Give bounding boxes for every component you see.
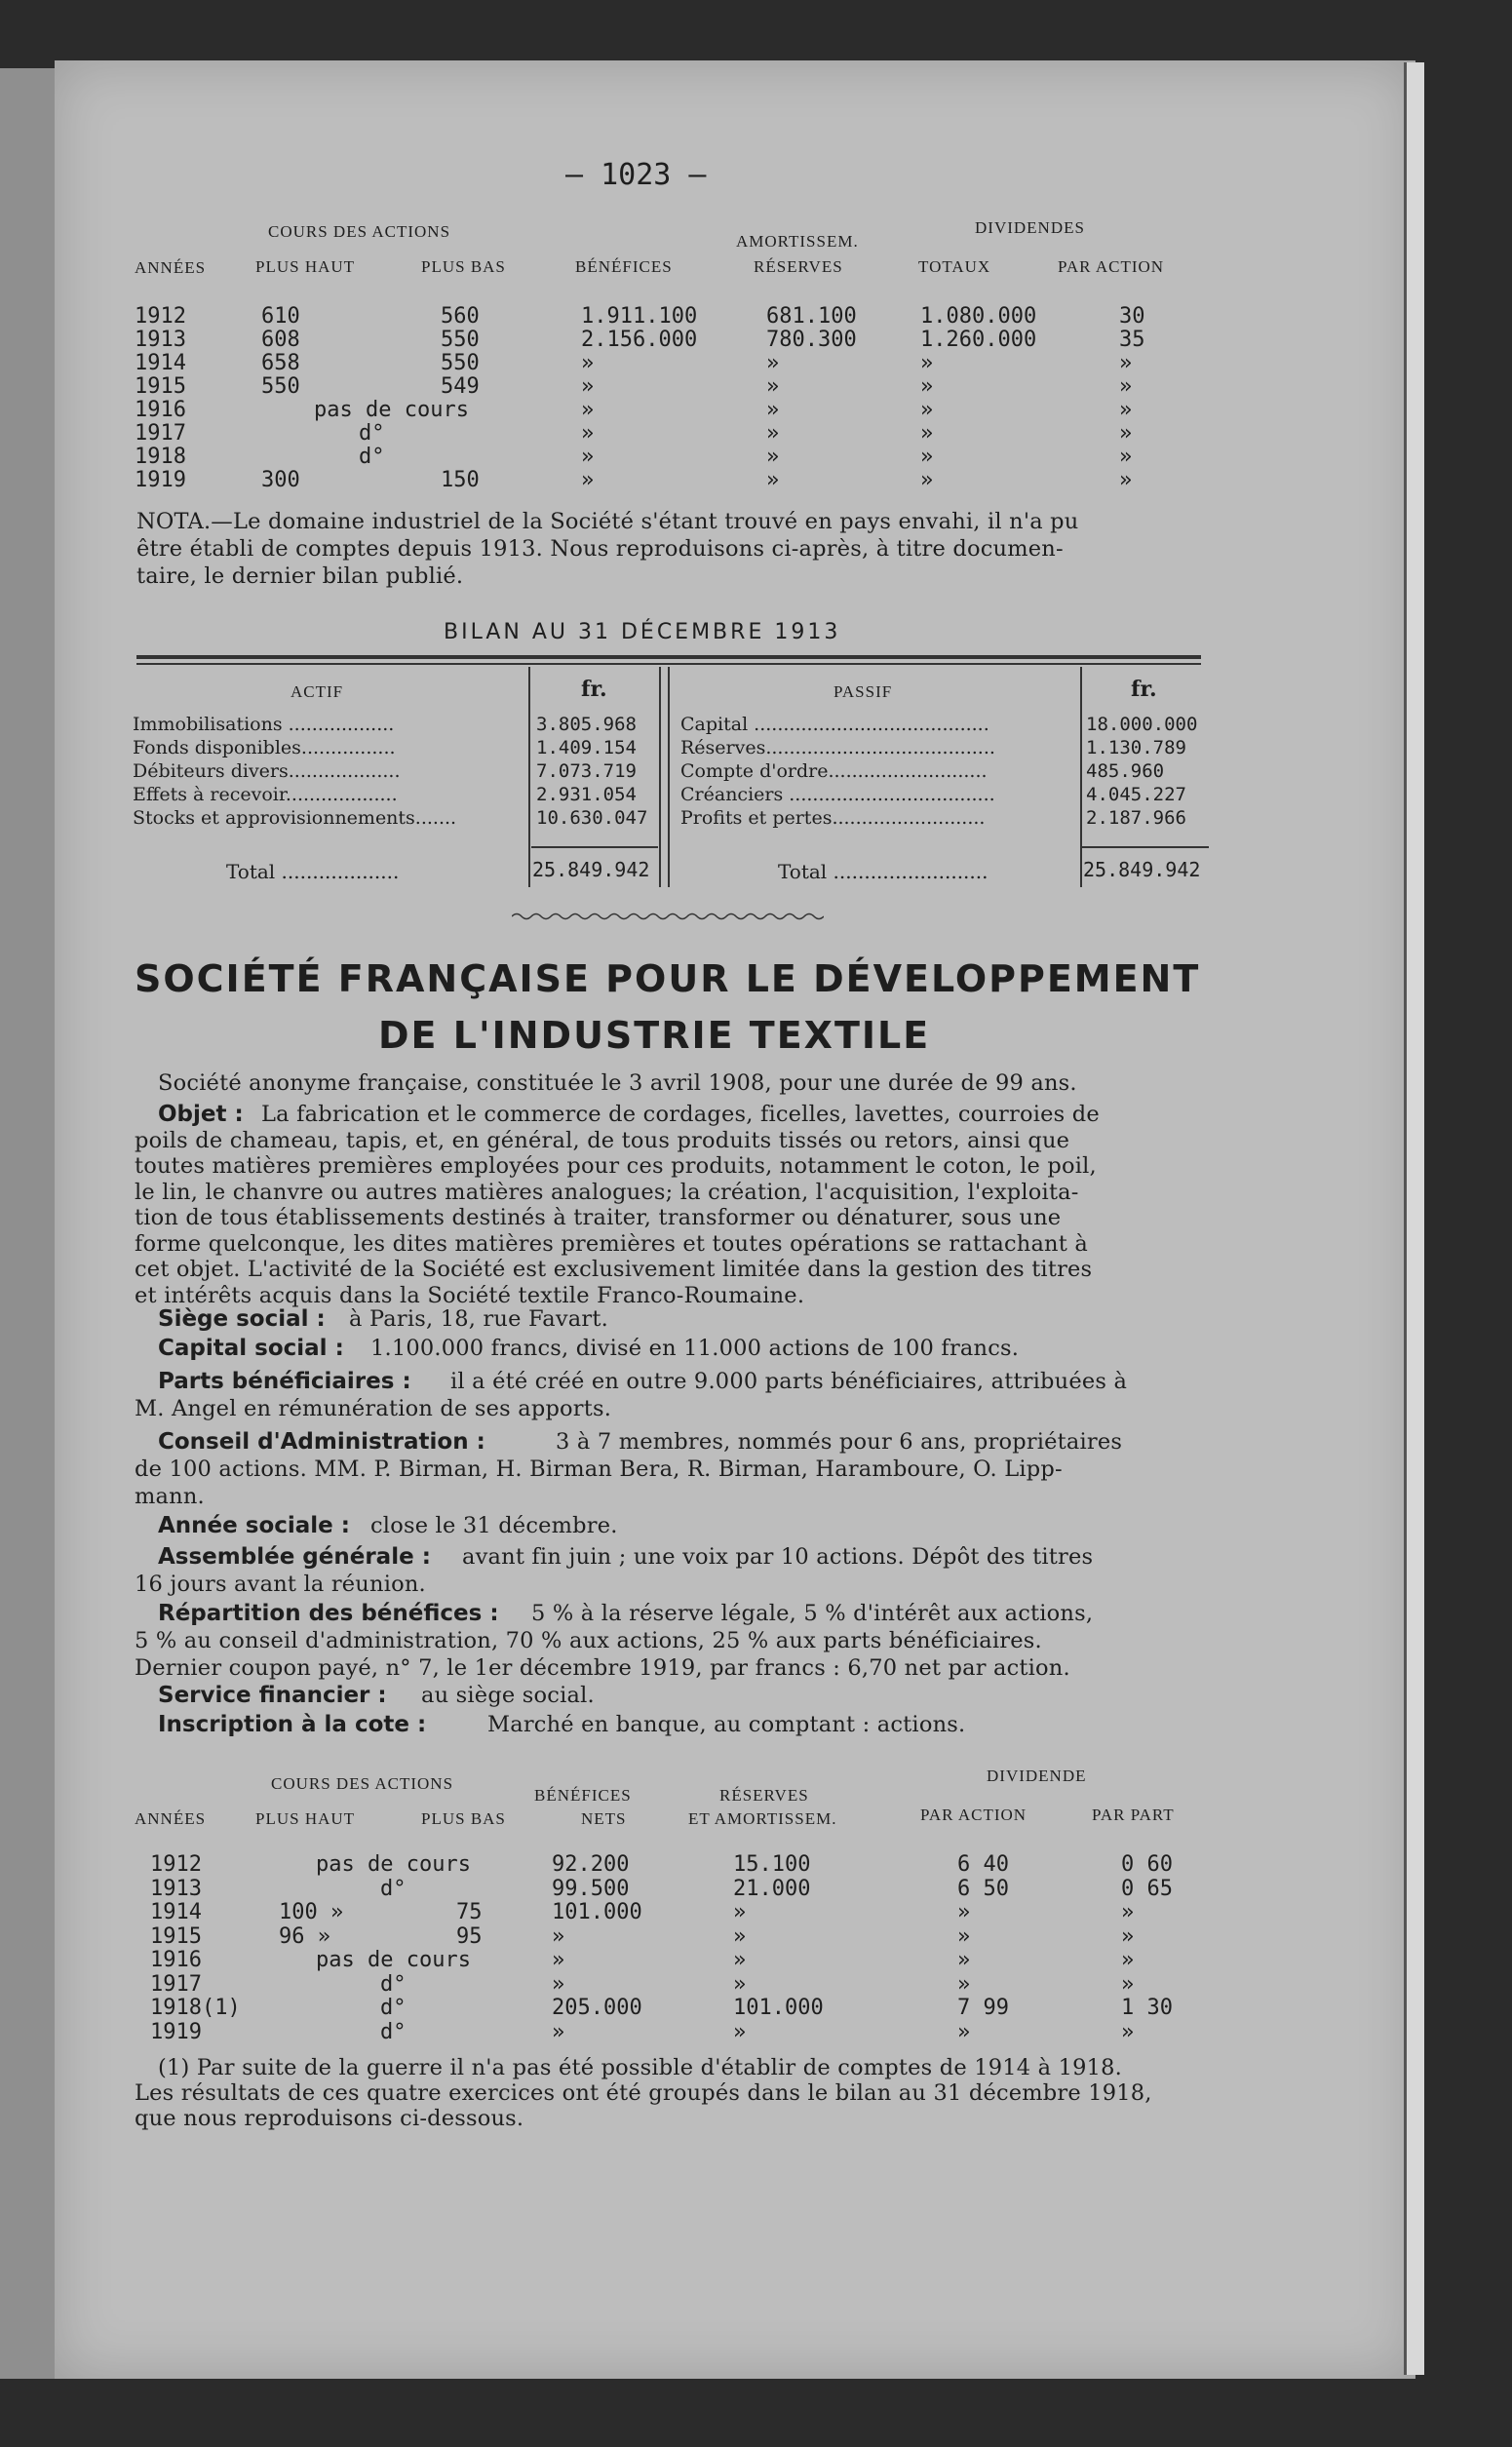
table1-h-par-action: PAR ACTION (1058, 257, 1165, 276)
table2-cell-reserves: » (733, 1948, 747, 1972)
note-line-1: NOTA.—Le domaine industriel de la Société s'étant trouvé en pays envahi, il n'a pu (136, 509, 1079, 534)
table1-cell-low: 150 (441, 468, 480, 492)
inscription-label: Inscription à la cote : (158, 1712, 427, 1737)
conseil-label: Conseil d'Administration : (158, 1429, 485, 1455)
service-value: au siège social. (421, 1683, 595, 1708)
bilan-passif-header: PASSIF (834, 682, 893, 701)
table2-cell-high: d° (380, 2019, 407, 2044)
objet-line: cet objet. L'activité de la Société est exclusivement limitée dans la gestion des titres (135, 1257, 1093, 1282)
table2-cell-year: 1919 (150, 2019, 202, 2044)
table1-cell-reserves: » (766, 445, 780, 469)
table1-group-div: DIVIDENDES (975, 218, 1085, 237)
table2-group-div: DIVIDENDE (987, 1767, 1087, 1785)
table2-cell-par-part: » (1121, 1948, 1135, 1972)
bilan-actif-total: 25.849.942 (532, 858, 650, 881)
table1-cell-totaux: 1.080.000 (920, 304, 1037, 329)
table1-h-benefices: BÉNÉFICES (575, 257, 673, 276)
company-intro: Société anonyme française, constituée le 3 avril 1908, pour une durée de 99 ans. (158, 1070, 1077, 1096)
bilan-title: BILAN AU 31 DÉCEMBRE 1913 (444, 620, 841, 644)
bilan-passif-value: 485.960 (1086, 760, 1165, 782)
table1-cell-year: 1918 (135, 445, 186, 469)
conseil-line-2: de 100 actions. MM. P. Birman, H. Birman Bera, R. Birman, Haramboure, O. Lipp- (135, 1457, 1063, 1482)
table2-cell-benefices: » (552, 2019, 565, 2044)
table1-cell-reserves: » (766, 398, 780, 422)
table2-cell-low: 95 (456, 1923, 483, 1949)
company-title-2: DE L'INDUSTRIE TEXTILE (378, 1014, 931, 1057)
table1-cell-par-action: » (1119, 398, 1133, 422)
section-divider (512, 912, 824, 921)
table2-cell-par-action: 6 40 (957, 1852, 1009, 1877)
conseil-line-3: mann. (135, 1484, 205, 1509)
repartition-line-3: Dernier coupon payé, n° 7, le 1er décembre 1919, par francs : 6,70 net par action. (135, 1655, 1070, 1681)
table1-h-reserves: RÉSERVES (754, 257, 843, 276)
bilan-actif-value: 7.073.719 (536, 760, 637, 782)
bilan-passif-value: 2.187.966 (1086, 807, 1186, 829)
table2-cell-par-part: 0 60 (1121, 1852, 1173, 1877)
table1-cell-reserves: » (766, 468, 780, 492)
conseil-line-1: 3 à 7 membres, nommés pour 6 ans, propriétaires (556, 1429, 1123, 1455)
table2-cell-high: d° (380, 1996, 407, 2020)
parts-line-2: M. Angel en rémunération de ses apports. (135, 1396, 612, 1421)
bilan-passif-label: Compte d'ordre........................... (680, 760, 988, 782)
table1-cell-year: 1913 (135, 328, 186, 352)
table2-cell-reserves: » (733, 1923, 747, 1949)
repartition-line-1: 5 % à la réserve légale, 5 % d'intérêt aux actions, (531, 1601, 1094, 1626)
bilan-actif-label: Immobilisations .................. (133, 714, 395, 735)
repartition-line-2: 5 % au conseil d'administration, 70 % aux actions, 25 % aux parts bénéficiaires. (135, 1628, 1042, 1653)
siege-label: Siège social : (158, 1306, 326, 1332)
bilan-vline-3 (668, 667, 670, 887)
book-spine (0, 68, 55, 2379)
bilan-fr-passif: fr. (1131, 677, 1157, 702)
table1-cell-benefices: » (581, 421, 595, 446)
table2-cell-par-action: » (957, 1923, 971, 1949)
inscription-value: Marché en banque, au comptant : actions. (487, 1712, 966, 1737)
table2-cell-par-part: 1 30 (1121, 1996, 1173, 2020)
table2-cell-year: 1912 (150, 1852, 202, 1877)
table2-cell-par-part: 0 65 (1121, 1876, 1173, 1901)
objet-label: Objet : (158, 1102, 244, 1127)
table1-cell-reserves: 681.100 (766, 304, 857, 329)
table1-cell-par-action: 30 (1119, 304, 1145, 329)
table1-cell-totaux: » (920, 445, 934, 469)
table2-cell-par-part: » (1121, 1900, 1135, 1924)
table1-cell-totaux: » (920, 421, 934, 446)
table2-h-par-action: PAR ACTION (920, 1806, 1027, 1824)
table2-cell-par-action: 6 50 (957, 1876, 1009, 1901)
bilan-passif-value: 18.000.000 (1086, 714, 1198, 735)
table1-h-annees: ANNÉES (135, 258, 207, 277)
table2-cell-reserves: » (733, 1900, 747, 1924)
table2-cell-year: 1913 (150, 1876, 202, 1901)
table2-cell-par-part: » (1121, 1923, 1135, 1949)
siege-value: à Paris, 18, rue Favart. (349, 1306, 608, 1332)
note-line-3: taire, le dernier bilan publié. (136, 563, 464, 589)
table1-cell-benefices: » (581, 374, 595, 399)
table2-cell-benefices: » (552, 1971, 565, 1997)
bilan-passif-total: 25.849.942 (1083, 858, 1201, 881)
objet-line: tion de tous établissements destinés à traiter, transformer ou dénaturer, sous une (135, 1205, 1062, 1230)
table1-cell-high: 610 (261, 304, 300, 329)
bilan-passif-label: Profits et pertes.......................... (680, 807, 986, 829)
table1-cell-benefices: » (581, 468, 595, 492)
bilan-actif-value: 1.409.154 (536, 737, 637, 758)
bilan-actif-label: Effets à recevoir................... (133, 784, 398, 805)
table1-cell-high: 550 (261, 374, 300, 399)
table2-cell-benefices: 92.200 (552, 1852, 630, 1877)
bilan-total-rule-passif (1082, 846, 1209, 848)
repartition-label: Répartition des bénéfices : (158, 1601, 499, 1626)
table1-cell-totaux: 1.260.000 (920, 328, 1037, 352)
table1-group-amort: AMORTISSEM. (736, 232, 859, 251)
table2-h-benefices: BÉNÉFICES (534, 1786, 632, 1805)
table2-cell-benefices: » (552, 1923, 565, 1949)
table2-h-plus-bas: PLUS BAS (421, 1809, 506, 1828)
table2-cell-benefices: 101.000 (552, 1900, 642, 1924)
table2-group-cours: COURS DES ACTIONS (271, 1774, 454, 1793)
table1-cell-totaux: » (920, 468, 934, 492)
service-label: Service financier : (158, 1683, 387, 1708)
table1-cell-low: 560 (441, 304, 480, 329)
table2-h-plus-haut: PLUS HAUT (255, 1809, 356, 1828)
objet-line: toutes matières premières employées pour ces produits, notamment le coton, le poil, (135, 1153, 1097, 1179)
table2-cell-year: 1914 (150, 1900, 202, 1924)
bilan-passif-value: 1.130.789 (1086, 737, 1186, 758)
table1-cell-high: 608 (261, 328, 300, 352)
table2-cell-par-action: » (957, 2019, 971, 2044)
table2-cell-reserves: 101.000 (733, 1996, 824, 2020)
annee-label: Année sociale : (158, 1513, 350, 1538)
bilan-vline-1 (528, 667, 530, 887)
assemblee-line-2: 16 jours avant la réunion. (135, 1572, 426, 1597)
table1-h-plus-haut: PLUS HAUT (255, 257, 356, 276)
parts-line-1: il a été créé en outre 9.000 parts bénéficiaires, attribuées à (450, 1369, 1128, 1394)
table2-cell-high: pas de cours (316, 1948, 471, 1972)
table2-cell-high: 96 » (279, 1923, 330, 1949)
bilan-passif-label: Créanciers ................................... (680, 784, 995, 805)
table1-cell-year: 1917 (135, 421, 186, 446)
table2-h-par-part: PAR PART (1092, 1806, 1175, 1824)
bilan-fr-actif: fr. (581, 677, 607, 702)
parts-label: Parts bénéficiaires : (158, 1369, 411, 1394)
table2-cell-high: pas de cours (316, 1852, 471, 1877)
table1-group-cours: COURS DES ACTIONS (268, 222, 451, 241)
table2-cell-reserves: 21.000 (733, 1876, 811, 1901)
table1-cell-low: 550 (441, 351, 480, 375)
bilan-actif-value: 2.931.054 (536, 784, 637, 805)
table1-cell-high: 300 (261, 468, 300, 492)
bilan-actif-header: ACTIF (291, 682, 344, 701)
table2-cell-high: d° (380, 1876, 407, 1901)
table1-cell-par-action: » (1119, 468, 1133, 492)
table1-cell-totaux: » (920, 374, 934, 399)
table2-cell-year: 1915 (150, 1923, 202, 1949)
table2-h-reserves: RÉSERVES (719, 1786, 809, 1805)
table1-cell-benefices: » (581, 398, 595, 422)
bilan-actif-label: Stocks et approvisionnements....... (133, 807, 457, 829)
table2-cell-high: 100 » (279, 1900, 344, 1924)
table2-cell-benefices: » (552, 1948, 565, 1972)
table1-cell-benefices: 2.156.000 (581, 328, 698, 352)
table2-cell-par-part: » (1121, 2019, 1135, 2044)
bilan-passif-value: 4.045.227 (1086, 784, 1186, 805)
table1-cell-low: 550 (441, 328, 480, 352)
table1-cell-reserves: » (766, 351, 780, 375)
bilan-passif-label: Réserves....................................... (680, 737, 995, 758)
footnote-line-1: (1) Par suite de la guerre il n'a pas été possible d'établir de comptes de 1914 à 1918. (158, 2055, 1123, 2080)
table2-cell-reserves: » (733, 2019, 747, 2044)
annee-value: close le 31 décembre. (370, 1513, 618, 1538)
bilan-rule-top-2 (136, 663, 1201, 665)
table1-cell-par-action: » (1119, 351, 1133, 375)
table2-cell-high: d° (380, 1971, 407, 1997)
capital-label: Capital social : (158, 1336, 344, 1361)
table1-cell-year: 1914 (135, 351, 186, 375)
table1-cell-reserves: 780.300 (766, 328, 857, 352)
table2-cell-year: 1916 (150, 1948, 202, 1972)
objet-line: le lin, le chanvre ou autres matières analogues; la création, l'acquisition, l'exploita- (135, 1179, 1079, 1205)
bilan-total-rule-actif (531, 846, 658, 848)
table1-cell-year: 1912 (135, 304, 186, 329)
bilan-actif-value: 10.630.047 (536, 807, 648, 829)
table2-cell-par-action: 7 99 (957, 1996, 1009, 2020)
bilan-passif-label: Capital ........................................ (680, 714, 989, 735)
table2-cell-low: 75 (456, 1900, 483, 1924)
table1-cell-benefices: » (581, 445, 595, 469)
table2-cell-par-action: » (957, 1971, 971, 1997)
objet-line: La fabrication et le commerce de cordages, ficelles, lavettes, courroies de (261, 1102, 1100, 1127)
assemblee-line-1: avant fin juin ; une voix par 10 actions. Dépôt des titres (462, 1544, 1094, 1570)
bilan-passif-total-label: Total ......................... (778, 860, 989, 883)
table2-cell-reserves: 15.100 (733, 1852, 811, 1877)
table1-cell-totaux: » (920, 398, 934, 422)
bilan-rule-top (136, 655, 1201, 659)
bilan-vline-4 (1080, 667, 1082, 887)
table2-cell-benefices: 99.500 (552, 1876, 630, 1901)
table1-cell-reserves: » (766, 374, 780, 399)
page-number: — 1023 — (565, 158, 707, 192)
footnote-line-2: Les résultats de ces quatre exercices ont été groupés dans le bilan au 31 décembre 1918, (135, 2080, 1152, 2106)
table1-h-plus-bas: PLUS BAS (421, 257, 506, 276)
table2-cell-par-part: » (1121, 1971, 1135, 1997)
table1-cell-benefices: » (581, 351, 595, 375)
table2-cell-par-action: » (957, 1900, 971, 1924)
table1-cell-par-action: » (1119, 445, 1133, 469)
company-title-1: SOCIÉTÉ FRANÇAISE POUR LE DÉVELOPPEMENT (135, 957, 1201, 1000)
table2-cell-par-action: » (957, 1948, 971, 1972)
table1-cell-par-action: » (1119, 374, 1133, 399)
table2-cell-year: 1917 (150, 1971, 202, 1997)
capital-value: 1.100.000 francs, divisé en 11.000 actions de 100 francs. (370, 1336, 1020, 1361)
table2-h-nets: NETS (581, 1809, 627, 1828)
table1-cell-reserves: » (766, 421, 780, 446)
bilan-actif-value: 3.805.968 (536, 714, 637, 735)
table2-cell-reserves: » (733, 1971, 747, 1997)
table2-cell-year: 1918(1) (150, 1996, 241, 2020)
assemblee-label: Assemblée générale : (158, 1544, 431, 1570)
table1-cell-year: 1919 (135, 468, 186, 492)
bilan-actif-total-label: Total ................... (226, 860, 400, 883)
objet-line: poils de chameau, tapis, et, en général, de tous produits tissés ou retors, ainsi que (135, 1127, 1070, 1153)
page-edge (1404, 62, 1424, 2375)
objet-line: et intérêts acquis dans la Société textile Franco-Roumaine. (135, 1282, 805, 1308)
bilan-actif-label: Fonds disponibles................ (133, 737, 396, 758)
table1-cell-high: d° (359, 421, 385, 446)
table2-cell-benefices: 205.000 (552, 1996, 642, 2020)
table1-cell-high: pas de cours (314, 398, 469, 422)
table1-cell-year: 1915 (135, 374, 186, 399)
table1-cell-par-action: 35 (1119, 328, 1145, 352)
table1-cell-high: 658 (261, 351, 300, 375)
table1-cell-year: 1916 (135, 398, 186, 422)
footnote-line-3: que nous reproduisons ci-dessous. (135, 2106, 524, 2131)
note-line-2: être établi de comptes depuis 1913. Nous reproduisons ci-après, à titre documen- (136, 536, 1064, 562)
table2-h-amortissem: ET AMORTISSEM. (688, 1809, 837, 1828)
table1-cell-low: 549 (441, 374, 480, 399)
bilan-actif-label: Débiteurs divers................... (133, 760, 401, 782)
objet-line: forme quelconque, les dites matières premières et toutes opérations se rattachant à (135, 1230, 1088, 1257)
bilan-vline-2 (659, 667, 661, 887)
table1-cell-par-action: » (1119, 421, 1133, 446)
table1-cell-totaux: » (920, 351, 934, 375)
table2-h-annees: ANNÉES (135, 1809, 207, 1828)
table1-cell-high: d° (359, 445, 385, 469)
table1-cell-benefices: 1.911.100 (581, 304, 698, 329)
table1-h-totaux: TOTAUX (918, 257, 991, 276)
